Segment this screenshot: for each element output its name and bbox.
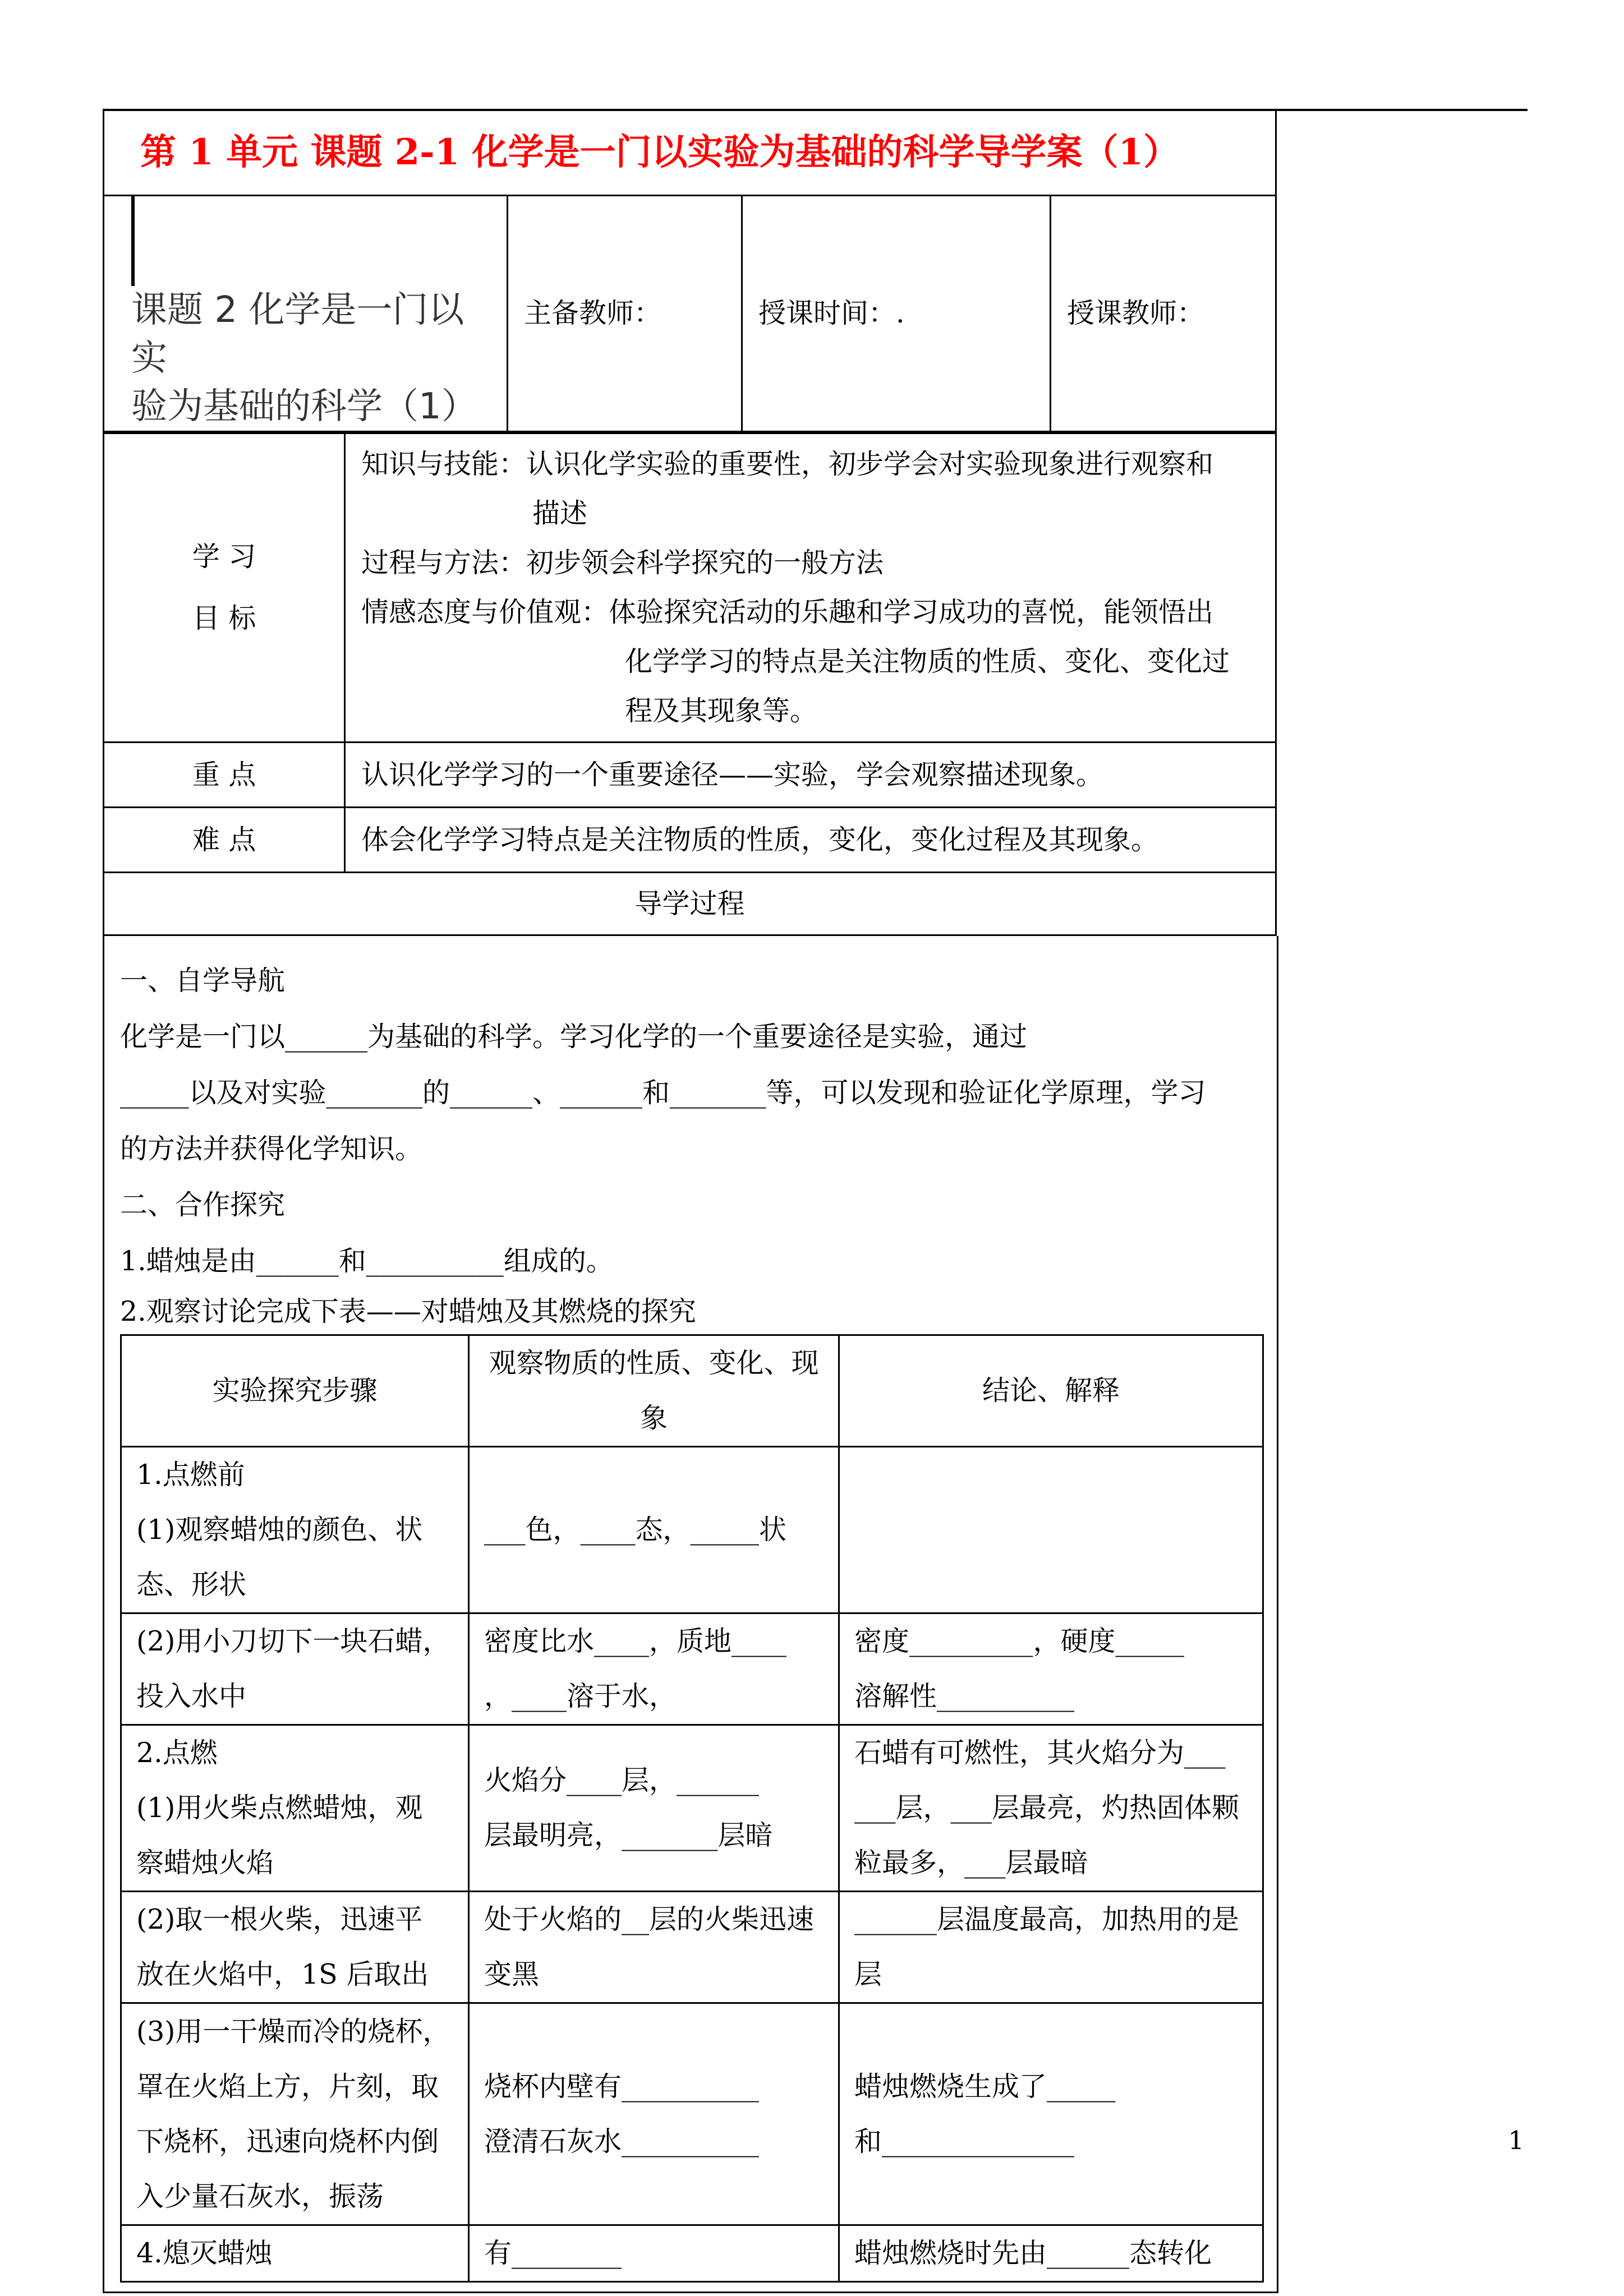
row5-step: (3)用一干燥而冷的烧杯， 罩在火焰上方，片刻，取 下烧杯，迅速向烧杯内倒 入少量石灰水，振荡	[121, 2003, 469, 2225]
experiment-table	[120, 1334, 1264, 2283]
row6-observation: 有________	[469, 2225, 839, 2282]
row4-conclusion: ______层温度最高，加热用的是 层	[839, 1892, 1263, 2003]
row3-conclusion: 石蜡有可燃性，其火焰分为___ ___层，___层最亮，灼热固体颗 粒最多，___层最暗	[839, 1725, 1263, 1892]
row4-step: (2)取一根火柴，迅速平 放在火焰中，1S 后取出	[121, 1892, 469, 2003]
lesson-line2: 验为基础的科学（1）	[131, 386, 477, 427]
lesson-name-cell	[104, 196, 508, 432]
class-time-field: 授课时间：.	[742, 196, 1051, 432]
objective-knowledge: 知识与技能：认识化学实验的重要性，初步学会对实验现象进行观察和	[361, 448, 1214, 480]
self-study-line2: _____以及对实验_______的______、______和_______等，可以发现和验证化学原理，学习	[120, 1077, 1206, 1109]
row2-observation: 密度比水____，质地____ ，____溶于水，	[469, 1613, 839, 1725]
self-study-line3: 的方法并获得化学知识。	[120, 1133, 423, 1165]
teacher-main-field: 主备教师：	[508, 196, 742, 432]
guide-section	[103, 936, 1278, 2293]
row6-step: 4.熄灭蜡烛	[121, 2225, 469, 2282]
question-1: 1.蜡烛是由______和__________组成的。	[120, 1245, 614, 1277]
objective-attitude: 情感态度与价值观：体验探究活动的乐趣和学习成功的喜悦，能领悟出	[361, 596, 1214, 628]
worksheet	[103, 109, 1275, 2293]
key-point-label: 重 点	[104, 743, 345, 808]
row3-step: 2.点燃 (1)用火柴点燃蜡烛，观 察蜡烛火焰	[121, 1725, 469, 1892]
row2-conclusion: 密度_________，硬度_____ 溶解性__________	[839, 1613, 1263, 1725]
key-point-text: 认识化学学习的一个重要途径——实验，学会观察描述现象。	[345, 743, 1276, 808]
row6-conclusion: 蜡烛燃烧时先由______态转化	[839, 2225, 1263, 2282]
page-number: 1	[1508, 2126, 1524, 2155]
header-table	[103, 109, 1277, 432]
row2-step: (2)用小刀切下一块石蜡， 投入水中	[121, 1613, 469, 1725]
row3-observation: 火焰分____层，______ 层最明亮，_______层暗	[469, 1725, 839, 1892]
objective-process: 过程与方法：初步领会科学探究的一般方法	[361, 547, 884, 579]
teacher-field: 授课教师：	[1051, 196, 1276, 432]
row1-conclusion	[839, 1447, 1263, 1613]
col-header-conclusion: 结论、解释	[839, 1335, 1263, 1447]
row4-observation: 处于火焰的__层的火柴迅速 变黑	[469, 1892, 839, 2003]
cooperation-heading: 二、合作探究	[120, 1189, 286, 1221]
guide-title: 导学过程	[104, 873, 1276, 935]
question-2: 2.观察讨论完成下表——对蜡烛及其燃烧的探究	[120, 1295, 696, 1327]
self-study-heading: 一、自学导航	[120, 965, 286, 997]
row5-observation: 烧杯内壁有__________ 澄清石灰水__________	[469, 2003, 839, 2225]
self-study-line1: 化学是一门以______为基础的科学。学习化学的一个重要途径是实验，通过	[120, 1021, 1028, 1053]
difficulty-text: 体会化学学习特点是关注物质的性质，变化，变化过程及其现象。	[345, 808, 1276, 873]
difficulty-label: 难 点	[104, 808, 345, 873]
row1-step: 1.点燃前 (1)观察蜡烛的颜色、状 态、形状	[121, 1447, 469, 1613]
col-header-observation: 观察物质的性质、变化、现象	[469, 1335, 839, 1447]
col-header-step: 实验探究步骤	[121, 1335, 469, 1447]
objectives-table	[103, 432, 1277, 936]
objectives-content: 知识与技能：认识化学实验的重要性，初步学会对实验现象进行观察和 描述 过程与方法：初步领会科学探究的一般方法 情感态度与价值观：体验探究活动的乐趣和学习成功的喜悦，能领悟出 化学学习的特点是关注物质的性质、变化、变化过 程及其现象等。	[345, 434, 1276, 743]
page-title: 第 1 单元 课题 2-1 化学是一门以实验为基础的科学导学案（1）	[104, 110, 1276, 196]
row5-conclusion: 蜡烛燃烧生成了_____ 和______________	[839, 2003, 1263, 2225]
lesson-line1: 课题 2 化学是一门以实	[131, 289, 464, 379]
objectives-label: 学 习 目 标	[104, 434, 345, 743]
row1-observation: ___色，____态，_____状	[469, 1447, 839, 1613]
